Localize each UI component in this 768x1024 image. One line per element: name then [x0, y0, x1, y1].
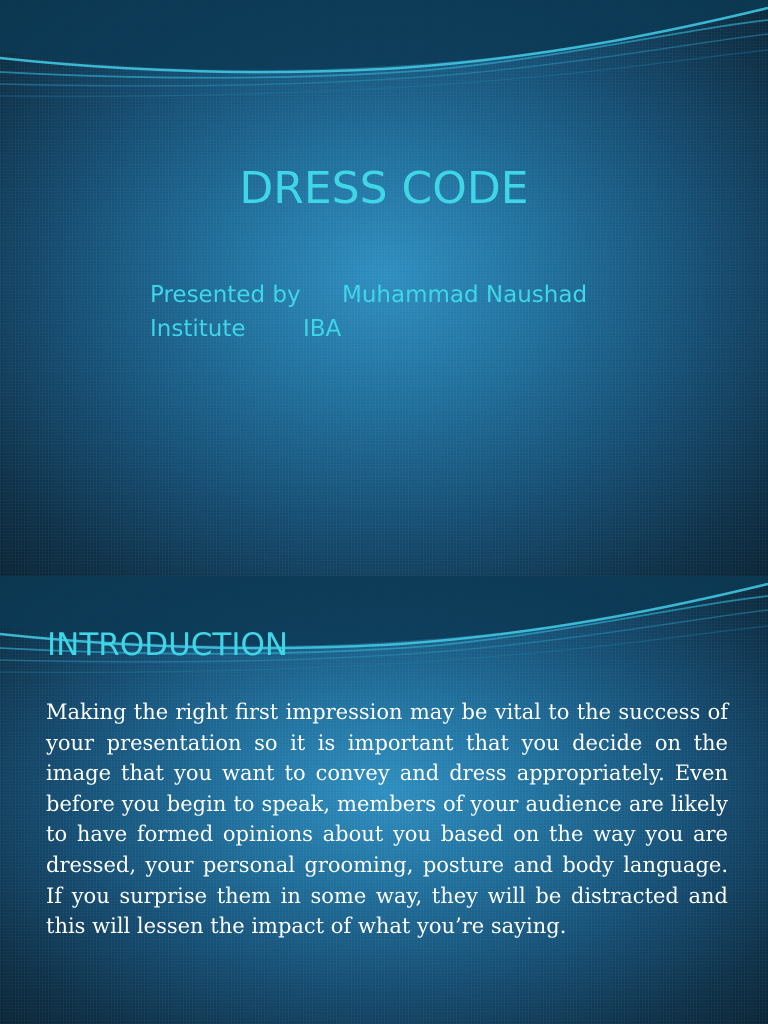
slide-title: DRESS CODE [239, 163, 529, 214]
institute-name: IBA [303, 316, 342, 342]
presenter-name: Muhammad Naushad [342, 282, 588, 308]
introduction-slide [0, 576, 768, 1024]
institute-label: Institute [150, 316, 246, 342]
presenter-label: Presented by [150, 282, 301, 308]
presenter-info [150, 278, 587, 346]
intro-paragraph: Making the right first impression may be vital to the success of your presentation so it is important that you decide on the image that you want to convey and dress appropriately. Even before you begin to speak, members of your audience are likely to have formed opinions about you based on the way you are dressed, your personal grooming, posture and body language. If you surprise them in some way, they will be distracted and this will lessen the impact of what you’re saying. [46, 700, 728, 939]
wave-decoration [0, 0, 768, 110]
section-heading: INTRODUCTION [47, 627, 289, 663]
